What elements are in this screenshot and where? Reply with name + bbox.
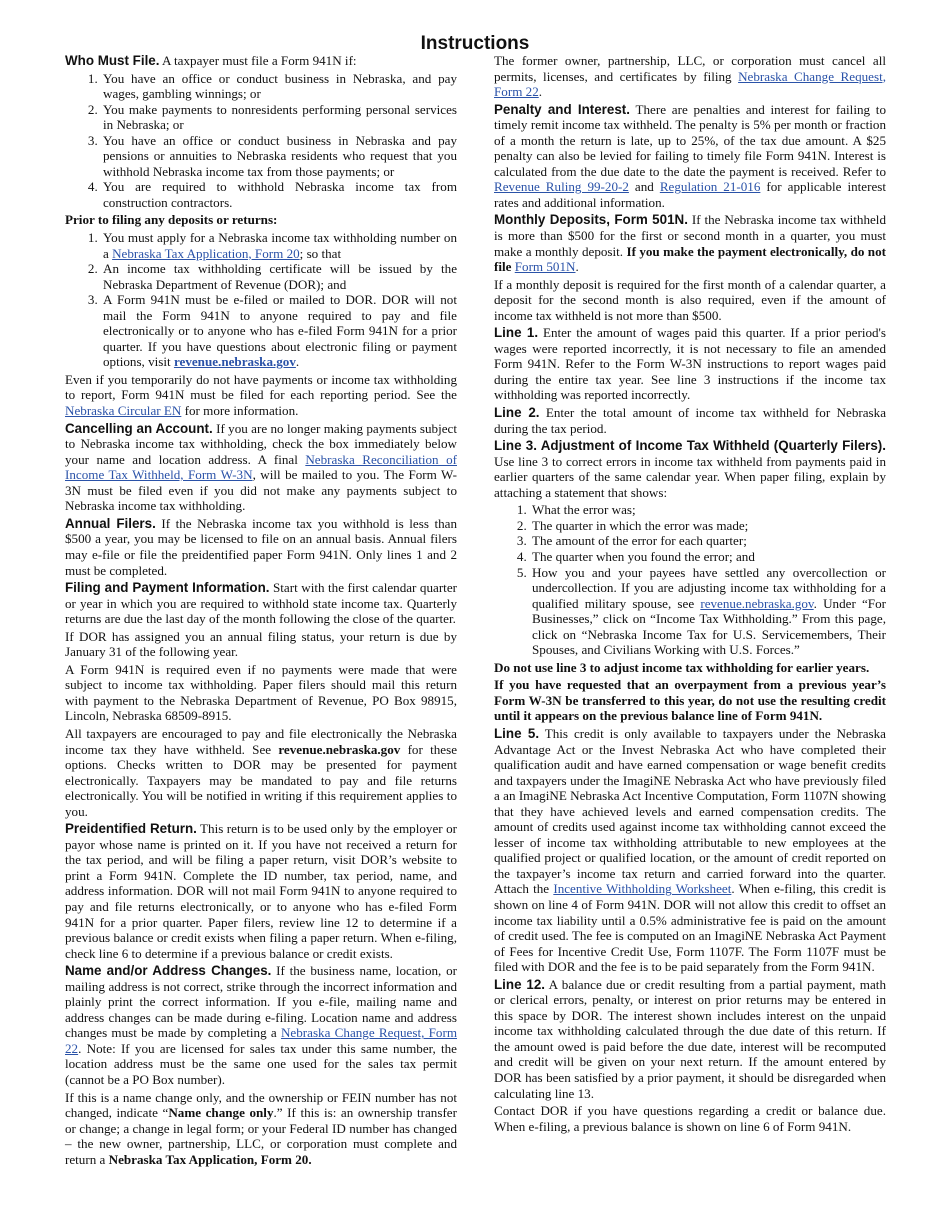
prior-to-filing-heading: Prior to filing any deposits or returns: bbox=[65, 212, 278, 228]
list-item: 2. The quarter in which the error was made; bbox=[530, 518, 886, 534]
line-1-section: Line 1. Enter the amount of wages paid this quarter. If a prior period's wages were reported incorrectly, it is not necessary to file an amended Form 941N. Refer to the Form W-3N instructions to report wages paid during the entire tax year. See line 3 instructions if the income tax withholding was reported incorrectly. bbox=[494, 325, 887, 403]
list-item: 5. How you and your payees have settled any overcollection or undercollection. If you are adjusting income tax withholding for a qualified military spouse, see revenue.nebraska.gov. Under “For Businesses,” click on “Income Tax Withholding.” From this page, click on “Nebraska Income Tax for U.S. Servicemembers, Their Spouses, and Civilians Working with U.S. Forces.” bbox=[530, 565, 886, 658]
cancelling-account-section: Cancelling an Account. If you are no longer making payments subject to Nebraska income tax withholding, check the box immediately below your name and location address. A final Nebraska Reconciliation of Income Tax Withheld, Form W-3N, will be mailed to you. The Form W-3N must be filed even if you did not make any payments subject to Nebraska income tax withholding. bbox=[65, 420, 458, 514]
monthly-deposit-paragraph: If a monthly deposit is required for the first month of a calendar quarter, a deposit for the second month is also required, even if the amount of income tax withheld is not more than $500. bbox=[494, 276, 886, 323]
form-501n-link[interactable]: Form 501N bbox=[514, 259, 576, 275]
line-1-heading: Line 1. bbox=[494, 325, 539, 341]
list-item: 3. The amount of the error for each quarter; bbox=[530, 533, 886, 549]
line-12-section: Line 12. A balance due or credit resulting from a partial payment, math or clerical errors, penalty, or interest on prior returns may be entered in this space by DOR. The interest shown includes interest on the unpaid income tax withholding calculated through the due date of this return. If the amount owed is paid before the due date, interest will be recomputed and credit will be given on your next return. If the amount entered by DOR has been satisfied by a prior payment, it should be disregarded when calculating line 13. bbox=[494, 976, 886, 1101]
line-2-heading: Line 2. bbox=[494, 405, 540, 421]
list-item: 3. You have an office or conduct business in Nebraska and pay pensions or annuities to Nebraska residents who request that you withhold Nebraska income tax from those payments; or bbox=[101, 133, 457, 180]
overpayment-warning: If you have requested that an overpayment from a previous year’s Form W-3N be transferred to this year, do not use the resulting credit until it appears on the previous balance line of Form 941N. bbox=[494, 677, 886, 724]
filing-payment-heading: Filing and Payment Information. bbox=[65, 580, 270, 596]
regulation-link[interactable]: Regulation 21-016 bbox=[659, 179, 761, 195]
name-address-changes-heading: Name and/or Address Changes. bbox=[65, 963, 272, 979]
form-w3n-link[interactable]: Nebraska Reconciliation of Income Tax Withheld, Form W-3N bbox=[65, 451, 457, 483]
right-column bbox=[494, 53, 886, 1136]
prior-to-filing-list bbox=[65, 230, 457, 370]
line-3-heading: Line 3. Adjustment of Income Tax Withheld (Quarterly Filers). bbox=[494, 438, 886, 454]
line-3-warning: Do not use line 3 to adjust income tax withholding for earlier years. bbox=[494, 659, 870, 675]
list-item: 1. You have an office or conduct business in Nebraska, and pay wages, gambling winnings; or bbox=[101, 71, 457, 102]
list-item: 2. You make payments to nonresidents performing personal services in Nebraska; or bbox=[101, 102, 457, 133]
name-address-changes-section: Name and/or Address Changes. If the business name, location, or mailing address is not correct, strike through the incorrect information and plainly print the correct information. If you e-file, mailing name and address changes can be made during e-filing. Location name and address changes must be made by completing a Nebraska Change Request, Form 22. Note: If you are licensed for sales tax under this same number, the location address must be the same one used for the sales tax permit (cannot be a PO Box number). bbox=[65, 963, 458, 1087]
name-change-paragraph: If this is a name change only, and the ownership or FEIN number has not changed, indicate “Name change only.” If this is: an ownership transfer or change; a change in legal form; or your Federal ID number has changed – the new owner, partnership, LLC, or corporation must complete and return a Nebraska Tax Application, Form 20. bbox=[65, 1089, 457, 1167]
list-item: 4. The quarter when you found the error; and bbox=[530, 549, 886, 565]
list-item: 4. You are required to withhold Nebraska income tax from construction contractors. bbox=[101, 179, 457, 210]
former-owner-paragraph: The former owner, partnership, LLC, or corporation must cancel all permits, licenses, and certificates by filing Nebraska Change Request, Form 22. bbox=[494, 53, 886, 100]
line-3-section: Line 3. Adjustment of Income Tax Withheld (Quarterly Filers). Use line 3 to correct errors in income tax withheld from payments paid in earlier quarters of the same calendar year. When paper filing, explain by attaching a statement that shows: bbox=[494, 438, 886, 500]
cancelling-account-heading: Cancelling an Account. bbox=[65, 420, 213, 436]
line-12-heading: Line 12. bbox=[494, 976, 545, 992]
list-item: 1. What the error was; bbox=[530, 502, 886, 518]
list-item: 1. You must apply for a Nebraska income tax withholding number on a Nebraska Tax Application, Form 20; so that bbox=[101, 230, 457, 261]
form-22-link[interactable]: Nebraska Change Request, Form 22 bbox=[65, 1025, 458, 1056]
revenue-ruling-link[interactable]: Revenue Ruling 99-20-2 bbox=[494, 179, 629, 195]
temporary-no-payments-paragraph: Even if you temporarily do not have payments or income tax withholding to report, Form 941N must be filed for each reporting period. See the Nebraska Circular EN for more information. bbox=[65, 371, 457, 419]
list-item: 2. An income tax withholding certificate will be issued by the Nebraska Department of Revenue (DOR); and bbox=[101, 261, 457, 292]
filing-payment-section: Filing and Payment Information. Start with the first calendar quarter or year in which you are required to withhold state income tax. Quarterly returns are due the last day of the month following the close of the quarter. bbox=[65, 580, 457, 627]
line-2-section: Line 2. Enter the total amount of income tax withheld for Nebraska during the tax period. bbox=[494, 405, 887, 436]
left-column bbox=[65, 53, 457, 1169]
circular-en-link[interactable]: Nebraska Circular EN bbox=[65, 403, 182, 419]
form-22-link[interactable]: Nebraska Change Request, Form 22 bbox=[494, 68, 886, 100]
preidentified-return-section: Preidentified Return. This return is to be used only by the employer or payor whose name is printed on it. If you have not received a return for the tax period, and will be filing a paper return, visit DOR’s website to print a Form 941N. Complete the ID number, tax period, name, and address information. DOR will not mail Form 941N to anyone required to pay and file returns electronically, or to anyone who has e-filed Form 941N for a prior quarter. Paper filers, review line 12 to determine if a previous balance or credit exists when filing a paper return. When e-filing, check line 6 to determine if a previous balance or credit exists. bbox=[65, 821, 457, 961]
revenue-website-link[interactable]: revenue.nebraska.gov bbox=[173, 354, 296, 370]
list-item: 3. A Form 941N must be e-filed or mailed to DOR. DOR will not mail the Form 941N to anyone required to pay and file electronically or to anyone who has e-filed Form 941N for a prior quarter. If you have questions about electronic filing or payment options, visit revenue.nebraska.gov. bbox=[101, 292, 457, 370]
penalty-interest-heading: Penalty and Interest. bbox=[494, 101, 630, 117]
monthly-deposits-heading: Monthly Deposits, Form 501N. bbox=[494, 212, 688, 228]
line-5-heading: Line 5. bbox=[494, 725, 540, 741]
page-title: Instructions bbox=[420, 33, 530, 54]
annual-filers-section: Annual Filers. If the Nebraska income tax you withhold is less than $500 a year, you may be licensed to file on an annual basis. Annual filers may e-file or file the preidentified paper Form 941N. Only lines 1 and 2 must be completed. bbox=[65, 515, 457, 578]
form-20-link[interactable]: Nebraska Tax Application, Form 20 bbox=[112, 245, 300, 261]
monthly-deposits-section: Monthly Deposits, Form 501N. If the Nebraska income tax withheld is more than $500 for the first or second month in a quarter, you must make a monthly deposit. If you make the payment electronically, do not file Form 501N. bbox=[494, 212, 886, 275]
line-5-section: Line 5. This credit is only available to taxpayers under the Nebraska Advantage Act or the Invest Nebraska Act who have completed their qualification audit and have earned compensation or wage benefit credits and taxpayers under the ImagiNE Nebraska Act who have previously filed a an ImagiNE Nebraska Act Incentive Computation, Form 1107N showing that they have achieved levels and earned compensation credits. The amount of credits used against income tax withholding cannot exceed the lesser of income tax withholding attributable to new employees at the qualified project or qualified location, or the amount of credit reported on the taxpayer’s income tax return and carried forward into the quarter. Attach the Incentive Withholding Worksheet. When e-filing, this credit is shown on line 4 of Form 941N. DOR will not allow this credit to offset an income tax liability until a 0.5% administrative fee is paid on the amount of credit used. The fee is computed on an ImagiNE Nebraska Act Payment of Fees for Incentive Credit Use, Form 1107F. The Form 1107F must be filed with DOR and the fee is to be paid separately from the Form 941N. bbox=[494, 725, 886, 975]
line-3-list bbox=[494, 502, 886, 657]
who-must-file-list bbox=[65, 71, 457, 211]
preidentified-return-heading: Preidentified Return. bbox=[65, 821, 197, 837]
incentive-worksheet-link[interactable]: Incentive Withholding Worksheet bbox=[553, 881, 732, 897]
penalty-interest-section: Penalty and Interest. There are penalties and interest for failing to timely remit income tax withheld. The penalty is 5% per month or fraction of a month the return is late, up to 25%, of the tax due amount. A $25 penalty can also be levied for failing to timely file Form 941N. Interest is calculated from the due date to the date the payment is received. Refer to Revenue Ruling 99-20-2 and Regulation 21-016 for applicable interest rates and additional information. bbox=[494, 101, 886, 210]
who-must-file-intro: Who Must File. A taxpayer must file a Form 941N if: bbox=[65, 53, 357, 68]
annual-status-paragraph: If DOR has assigned you an annual filing status, your return is due by January 31 of the following year. bbox=[65, 628, 457, 660]
contact-dor-paragraph: Contact DOR if you have questions regarding a credit or balance due. When e-filing, a previous balance is shown on line 6 of Form 941N. bbox=[494, 1103, 886, 1134]
revenue-website-link[interactable]: revenue.nebraska.gov bbox=[700, 595, 814, 611]
electronic-filing-paragraph: All taxpayers are encouraged to pay and file electronically the Nebraska income tax they have withheld. See revenue.nebraska.gov for these options. Checks written to DOR may be presented for payment electronically. Taxpayers may be mandated to pay and file returns electronically. You will be notified in writing if this requirement applies to you. bbox=[65, 725, 457, 819]
mailing-paragraph: A Form 941N is required even if no payments were made that were subject to income tax withholding. Paper filers should mail this return with payment to the Nebraska Department of Revenue, PO Box 98915, Lincoln, Nebraska 68509-8915. bbox=[65, 661, 457, 724]
annual-filers-heading: Annual Filers. bbox=[65, 515, 156, 531]
who-must-file-heading: Who Must File. bbox=[65, 53, 160, 68]
